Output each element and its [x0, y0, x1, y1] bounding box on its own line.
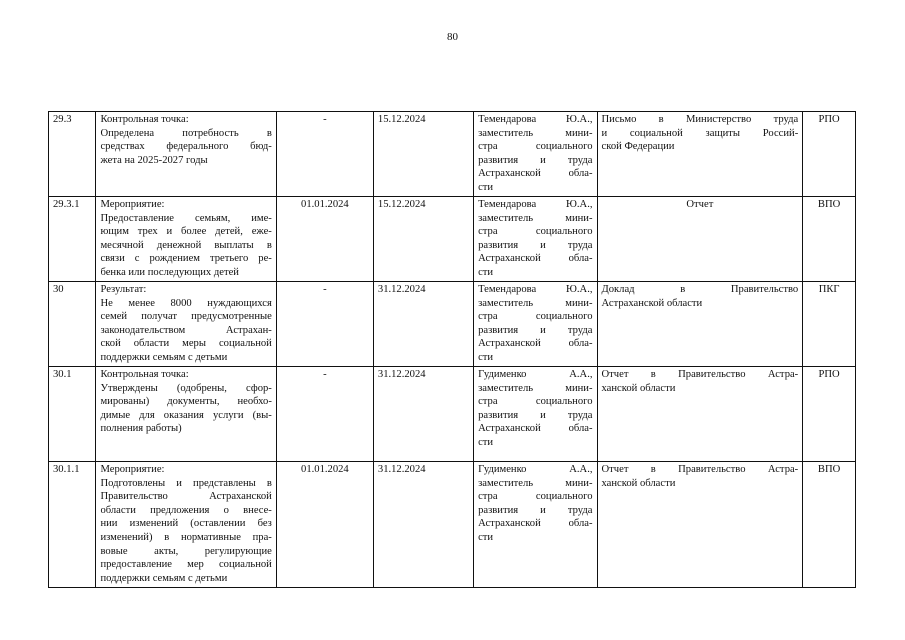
- row-number-cell: 29.3: [49, 112, 96, 197]
- cell-line: Астраханской обла-: [478, 253, 593, 265]
- cell-line: Правительство Астраханской: [100, 491, 272, 503]
- table-row: [49, 462, 856, 588]
- cell-line: семей получат предусмотренные: [100, 311, 272, 323]
- cell-line: ханской области: [601, 382, 676, 394]
- row-name-label: Результат:: [100, 284, 147, 295]
- cell-line: Доклад в Правительство: [601, 284, 799, 295]
- table-row: [49, 367, 856, 462]
- row-number-cell: 30: [49, 282, 96, 367]
- cell-line: изменений) в нормативные пра-: [100, 531, 272, 543]
- end-date-cell: 31.12.2024: [373, 282, 473, 367]
- end-date-cell: 31.12.2024: [373, 462, 473, 588]
- cell-line: Астраханской обла-: [478, 423, 593, 435]
- cell-line: Подготовлены и представлены в: [100, 477, 272, 489]
- cell-line: стра социального: [478, 226, 593, 238]
- cell-line: ской области меры социальной: [100, 338, 272, 350]
- document-cell: [597, 197, 803, 282]
- start-date-cell: 01.01.2024: [276, 462, 373, 588]
- cell-line: предоставление мер социальной: [100, 559, 272, 571]
- cell-line: ющим трех и более детей, еже-: [100, 226, 272, 238]
- cell-line: Определена потребность в: [100, 127, 272, 139]
- start-date-cell: 01.01.2024: [276, 197, 373, 282]
- cell-line: Отчет: [686, 199, 714, 210]
- document-cell: [597, 367, 803, 462]
- start-date-cell: -: [276, 282, 373, 367]
- cell-line: законодательством Астрахан-: [100, 324, 272, 336]
- cell-line: Астраханской области: [601, 297, 703, 309]
- row-name-label: Контрольная точка:: [100, 114, 189, 125]
- cell-line: Гудименко А.А.,: [478, 464, 593, 475]
- cell-line: заместитель мини-: [478, 477, 593, 489]
- cell-line: и социальной защиты Россий-: [601, 127, 799, 139]
- cell-line: жета на 2025-2027 годы: [100, 154, 208, 166]
- cell-line: Темендарова Ю.А.,: [478, 199, 593, 210]
- row-name-cell: [96, 367, 276, 462]
- cell-line: развития и труда: [478, 504, 593, 516]
- page-number: 80: [447, 31, 458, 43]
- responsible-cell: [474, 112, 597, 197]
- plan-table-body: [49, 112, 856, 588]
- cell-line: ской Федерации: [601, 141, 675, 153]
- cell-line: Темендарова Ю.А.,: [478, 114, 593, 125]
- cell-line: развития и труда: [478, 324, 593, 336]
- cell-line: вовые акты, регулирующие: [100, 545, 272, 557]
- cell-line: полнения работы): [100, 423, 182, 435]
- cell-line: ханской области: [601, 477, 676, 489]
- control-level-cell: РПО: [803, 112, 856, 197]
- row-name-cell: [96, 462, 276, 588]
- cell-line: Утверждены (одобрены, сфор-: [100, 382, 272, 394]
- cell-line: поддержки семьям с детьми: [100, 351, 228, 363]
- row-name-cell: [96, 197, 276, 282]
- cell-line: нии изменений (оставлении без: [100, 518, 272, 530]
- row-name-label: Мероприятие:: [100, 464, 165, 475]
- document-cell: [597, 462, 803, 588]
- cell-line: заместитель мини-: [478, 382, 593, 394]
- cell-line: сти: [478, 181, 494, 193]
- responsible-cell: [474, 197, 597, 282]
- control-level-cell: ВПО: [803, 197, 856, 282]
- cell-line: заместитель мини-: [478, 212, 593, 224]
- cell-line: бенка или последующих детей: [100, 266, 239, 278]
- row-name-label: Контрольная точка:: [100, 369, 189, 380]
- cell-line: Астраханской обла-: [478, 168, 593, 180]
- plan-table: [48, 111, 856, 588]
- cell-line: сти: [478, 266, 494, 278]
- cell-line: димые для оказания услуги (вы-: [100, 409, 272, 421]
- table-row: [49, 197, 856, 282]
- cell-line: стра социального: [478, 311, 593, 323]
- start-date-cell: -: [276, 367, 373, 462]
- control-level-cell: РПО: [803, 367, 856, 462]
- cell-line: сти: [478, 351, 494, 363]
- control-level-cell: ПКГ: [803, 282, 856, 367]
- cell-line: Предоставление семьям, име-: [100, 212, 272, 224]
- cell-line: заместитель мини-: [478, 297, 593, 309]
- responsible-cell: [474, 282, 597, 367]
- cell-line: сти: [478, 436, 494, 448]
- row-number-cell: 30.1.1: [49, 462, 96, 588]
- cell-line: стра социального: [478, 396, 593, 408]
- responsible-cell: [474, 367, 597, 462]
- cell-line: Отчет в Правительство Астра-: [601, 369, 799, 380]
- table-row: [49, 112, 856, 197]
- cell-line: Астраханской обла-: [478, 338, 593, 350]
- cell-line: Письмо в Министерство труда: [601, 114, 799, 125]
- end-date-cell: 15.12.2024: [373, 112, 473, 197]
- responsible-cell: [474, 462, 597, 588]
- row-name-cell: [96, 112, 276, 197]
- end-date-cell: 31.12.2024: [373, 367, 473, 462]
- cell-line: Не менее 8000 нуждающихся: [100, 297, 272, 309]
- cell-line: связи с рождением третьего ре-: [100, 253, 272, 265]
- cell-line: области предложения о внесе-: [100, 504, 272, 516]
- cell-line: развития и труда: [478, 409, 593, 421]
- cell-line: Темендарова Ю.А.,: [478, 284, 593, 295]
- end-date-cell: 15.12.2024: [373, 197, 473, 282]
- cell-line: развития и труда: [478, 239, 593, 251]
- cell-line: стра социального: [478, 491, 593, 503]
- cell-line: сти: [478, 531, 494, 543]
- cell-line: развития и труда: [478, 154, 593, 166]
- cell-line: средствах федерального бюд-: [100, 141, 272, 153]
- document-cell: [597, 112, 803, 197]
- cell-line: Гудименко А.А.,: [478, 369, 593, 380]
- cell-line: Отчет в Правительство Астра-: [601, 464, 799, 475]
- start-date-cell: -: [276, 112, 373, 197]
- cell-line: заместитель мини-: [478, 127, 593, 139]
- control-level-cell: ВПО: [803, 462, 856, 588]
- cell-line: поддержки семьям с детьми: [100, 572, 228, 584]
- row-name-cell: [96, 282, 276, 367]
- row-name-label: Мероприятие:: [100, 199, 165, 210]
- table-row: [49, 282, 856, 367]
- cell-line: месячной денежной выплаты в: [100, 239, 272, 251]
- cell-line: стра социального: [478, 141, 593, 153]
- row-number-cell: 29.3.1: [49, 197, 96, 282]
- cell-line: мированы) документы, необхо-: [100, 396, 272, 408]
- row-number-cell: 30.1: [49, 367, 96, 462]
- cell-line: Астраханской обла-: [478, 518, 593, 530]
- document-cell: [597, 282, 803, 367]
